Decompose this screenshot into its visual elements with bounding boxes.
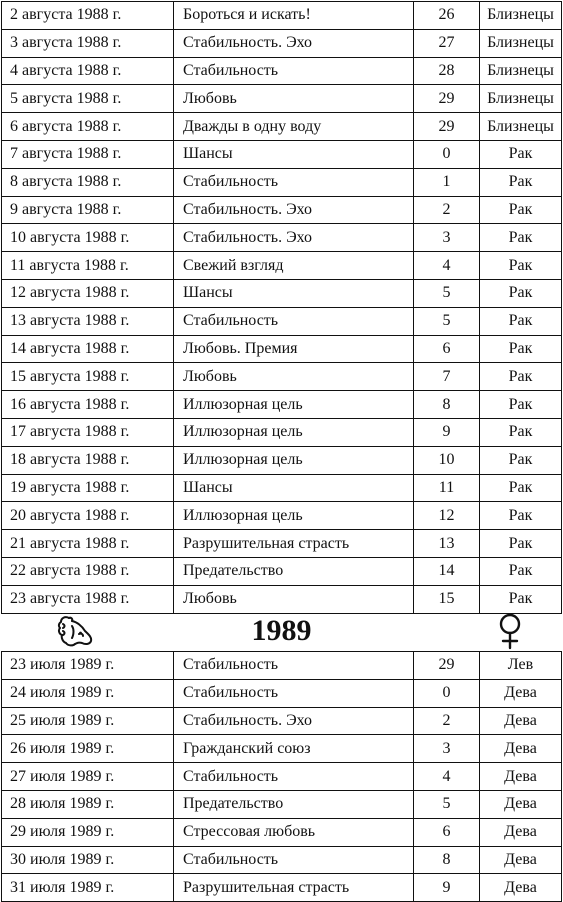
year-header bbox=[0, 610, 563, 650]
table-row bbox=[2, 846, 562, 874]
sign-cell: Близнецы bbox=[480, 29, 562, 57]
date-cell: 15 августа 1988 г. bbox=[2, 363, 174, 391]
date-cell: 7 августа 1988 г. bbox=[2, 140, 174, 168]
description-cell: Дважды в одну воду bbox=[174, 113, 414, 141]
date-cell: 3 августа 1988 г. bbox=[2, 29, 174, 57]
table-row bbox=[2, 140, 562, 168]
sign-cell: Дева bbox=[480, 790, 562, 818]
date-cell: 6 августа 1988 г. bbox=[2, 113, 174, 141]
sign-cell: Рак bbox=[480, 530, 562, 558]
sign-cell: Рак bbox=[480, 279, 562, 307]
description-cell: Стабильность. Эхо bbox=[174, 29, 414, 57]
degree-cell: 29 bbox=[414, 85, 480, 113]
degree-cell: 13 bbox=[414, 530, 480, 558]
degree-cell: 0 bbox=[414, 140, 480, 168]
degree-cell: 0 bbox=[414, 679, 480, 707]
table-row bbox=[2, 224, 562, 252]
degree-cell: 4 bbox=[414, 763, 480, 791]
sign-cell: Рак bbox=[480, 335, 562, 363]
table-row bbox=[2, 335, 562, 363]
table-row bbox=[2, 790, 562, 818]
sign-cell: Рак bbox=[480, 168, 562, 196]
description-cell: Шансы bbox=[174, 279, 414, 307]
date-cell: 9 августа 1988 г. bbox=[2, 196, 174, 224]
degree-cell: 9 bbox=[414, 874, 480, 902]
date-cell: 24 июля 1989 г. bbox=[2, 679, 174, 707]
table-row bbox=[2, 113, 562, 141]
sign-cell: Рак bbox=[480, 196, 562, 224]
degree-cell: 26 bbox=[414, 2, 480, 30]
date-cell: 20 августа 1988 г. bbox=[2, 502, 174, 530]
table-row bbox=[2, 474, 562, 502]
date-cell: 2 августа 1988 г. bbox=[2, 2, 174, 30]
date-cell: 21 августа 1988 г. bbox=[2, 530, 174, 558]
sign-cell: Рак bbox=[480, 363, 562, 391]
table-row bbox=[2, 874, 562, 902]
date-cell: 25 июля 1989 г. bbox=[2, 707, 174, 735]
description-cell: Иллюзорная цель bbox=[174, 418, 414, 446]
date-cell: 16 августа 1988 г. bbox=[2, 391, 174, 419]
date-cell: 17 августа 1988 г. bbox=[2, 418, 174, 446]
table-1988 bbox=[1, 1, 562, 614]
degree-cell: 29 bbox=[414, 113, 480, 141]
sign-cell: Близнецы bbox=[480, 85, 562, 113]
table-row bbox=[2, 418, 562, 446]
description-cell: Стабильность bbox=[174, 846, 414, 874]
degree-cell: 5 bbox=[414, 279, 480, 307]
description-cell: Разрушительная страсть bbox=[174, 874, 414, 902]
sign-cell: Дева bbox=[480, 707, 562, 735]
description-cell: Стабильность. Эхо bbox=[174, 224, 414, 252]
date-cell: 10 августа 1988 г. bbox=[2, 224, 174, 252]
table-row bbox=[2, 168, 562, 196]
sign-cell: Рак bbox=[480, 224, 562, 252]
date-cell: 26 июля 1989 г. bbox=[2, 735, 174, 763]
sign-cell: Рак bbox=[480, 140, 562, 168]
degree-cell: 6 bbox=[414, 818, 480, 846]
description-cell: Стабильность bbox=[174, 679, 414, 707]
table-row bbox=[2, 585, 562, 613]
sign-cell: Дева bbox=[480, 818, 562, 846]
sign-cell: Лев bbox=[480, 652, 562, 680]
venus-symbol-icon bbox=[494, 612, 526, 650]
date-cell: 23 августа 1988 г. bbox=[2, 585, 174, 613]
description-cell: Любовь bbox=[174, 363, 414, 391]
description-cell: Любовь. Премия bbox=[174, 335, 414, 363]
sign-cell: Близнецы bbox=[480, 113, 562, 141]
degree-cell: 2 bbox=[414, 196, 480, 224]
date-cell: 23 июля 1989 г. bbox=[2, 652, 174, 680]
degree-cell: 15 bbox=[414, 585, 480, 613]
degree-cell: 4 bbox=[414, 252, 480, 280]
description-cell: Гражданский союз bbox=[174, 735, 414, 763]
degree-cell: 28 bbox=[414, 57, 480, 85]
degree-cell: 5 bbox=[414, 307, 480, 335]
date-cell: 5 августа 1988 г. bbox=[2, 85, 174, 113]
sign-cell: Близнецы bbox=[480, 2, 562, 30]
degree-cell: 6 bbox=[414, 335, 480, 363]
sign-cell: Дева bbox=[480, 735, 562, 763]
table-row bbox=[2, 85, 562, 113]
date-cell: 29 июля 1989 г. bbox=[2, 818, 174, 846]
table-row bbox=[2, 446, 562, 474]
degree-cell: 9 bbox=[414, 418, 480, 446]
degree-cell: 27 bbox=[414, 29, 480, 57]
date-cell: 28 июля 1989 г. bbox=[2, 790, 174, 818]
degree-cell: 8 bbox=[414, 846, 480, 874]
description-cell: Любовь bbox=[174, 585, 414, 613]
table-row bbox=[2, 363, 562, 391]
date-cell: 31 июля 1989 г. bbox=[2, 874, 174, 902]
sign-cell: Рак bbox=[480, 585, 562, 613]
date-cell: 18 августа 1988 г. bbox=[2, 446, 174, 474]
sign-cell: Дева bbox=[480, 874, 562, 902]
description-cell: Бороться и искать! bbox=[174, 2, 414, 30]
table-row bbox=[2, 679, 562, 707]
degree-cell: 14 bbox=[414, 557, 480, 585]
table-row bbox=[2, 557, 562, 585]
table-body-1988 bbox=[2, 2, 562, 614]
degree-cell: 8 bbox=[414, 391, 480, 419]
table-row bbox=[2, 252, 562, 280]
description-cell: Стабильность. Эхо bbox=[174, 707, 414, 735]
sign-cell: Рак bbox=[480, 252, 562, 280]
table-row bbox=[2, 2, 562, 30]
table-body-1989 bbox=[2, 652, 562, 902]
description-cell: Любовь bbox=[174, 85, 414, 113]
degree-cell: 3 bbox=[414, 224, 480, 252]
description-cell: Предательство bbox=[174, 790, 414, 818]
degree-cell: 7 bbox=[414, 363, 480, 391]
table-row bbox=[2, 530, 562, 558]
degree-cell: 12 bbox=[414, 502, 480, 530]
sign-cell: Рак bbox=[480, 307, 562, 335]
sign-cell: Рак bbox=[480, 502, 562, 530]
description-cell: Иллюзорная цель bbox=[174, 391, 414, 419]
description-cell: Иллюзорная цель bbox=[174, 502, 414, 530]
description-cell: Стабильность bbox=[174, 57, 414, 85]
date-cell: 30 июля 1989 г. bbox=[2, 846, 174, 874]
sign-cell: Дева bbox=[480, 763, 562, 791]
date-cell: 27 июля 1989 г. bbox=[2, 763, 174, 791]
description-cell: Предательство bbox=[174, 557, 414, 585]
sign-cell: Рак bbox=[480, 391, 562, 419]
date-cell: 22 августа 1988 г. bbox=[2, 557, 174, 585]
date-cell: 19 августа 1988 г. bbox=[2, 474, 174, 502]
table-1989 bbox=[1, 651, 562, 902]
sign-cell: Близнецы bbox=[480, 57, 562, 85]
degree-cell: 29 bbox=[414, 652, 480, 680]
sign-cell: Рак bbox=[480, 474, 562, 502]
table-row bbox=[2, 763, 562, 791]
description-cell: Разрушительная страсть bbox=[174, 530, 414, 558]
description-cell: Шансы bbox=[174, 140, 414, 168]
date-cell: 13 августа 1988 г. bbox=[2, 307, 174, 335]
table-row bbox=[2, 818, 562, 846]
description-cell: Свежий взгляд bbox=[174, 252, 414, 280]
table-row bbox=[2, 29, 562, 57]
sign-cell: Дева bbox=[480, 846, 562, 874]
date-cell: 11 августа 1988 г. bbox=[2, 252, 174, 280]
table-row bbox=[2, 707, 562, 735]
date-cell: 8 августа 1988 г. bbox=[2, 168, 174, 196]
description-cell: Иллюзорная цель bbox=[174, 446, 414, 474]
table-row bbox=[2, 57, 562, 85]
sign-cell: Рак bbox=[480, 418, 562, 446]
description-cell: Стабильность bbox=[174, 168, 414, 196]
date-cell: 14 августа 1988 г. bbox=[2, 335, 174, 363]
degree-cell: 3 bbox=[414, 735, 480, 763]
degree-cell: 1 bbox=[414, 168, 480, 196]
description-cell: Стабильность bbox=[174, 763, 414, 791]
date-cell: 4 августа 1988 г. bbox=[2, 57, 174, 85]
table-row bbox=[2, 307, 562, 335]
description-cell: Стабильность. Эхо bbox=[174, 196, 414, 224]
degree-cell: 2 bbox=[414, 707, 480, 735]
degree-cell: 5 bbox=[414, 790, 480, 818]
description-cell: Стрессовая любовь bbox=[174, 818, 414, 846]
degree-cell: 11 bbox=[414, 474, 480, 502]
sign-cell: Рак bbox=[480, 557, 562, 585]
year-title: 1989 bbox=[251, 614, 312, 647]
table-row bbox=[2, 196, 562, 224]
table-row bbox=[2, 391, 562, 419]
degree-cell: 10 bbox=[414, 446, 480, 474]
description-cell: Стабильность bbox=[174, 652, 414, 680]
table-row bbox=[2, 502, 562, 530]
sign-cell: Дева bbox=[480, 679, 562, 707]
description-cell: Стабильность bbox=[174, 307, 414, 335]
date-cell: 12 августа 1988 г. bbox=[2, 279, 174, 307]
table-row bbox=[2, 279, 562, 307]
table-row bbox=[2, 735, 562, 763]
sign-cell: Рак bbox=[480, 446, 562, 474]
table-row bbox=[2, 652, 562, 680]
description-cell: Шансы bbox=[174, 474, 414, 502]
